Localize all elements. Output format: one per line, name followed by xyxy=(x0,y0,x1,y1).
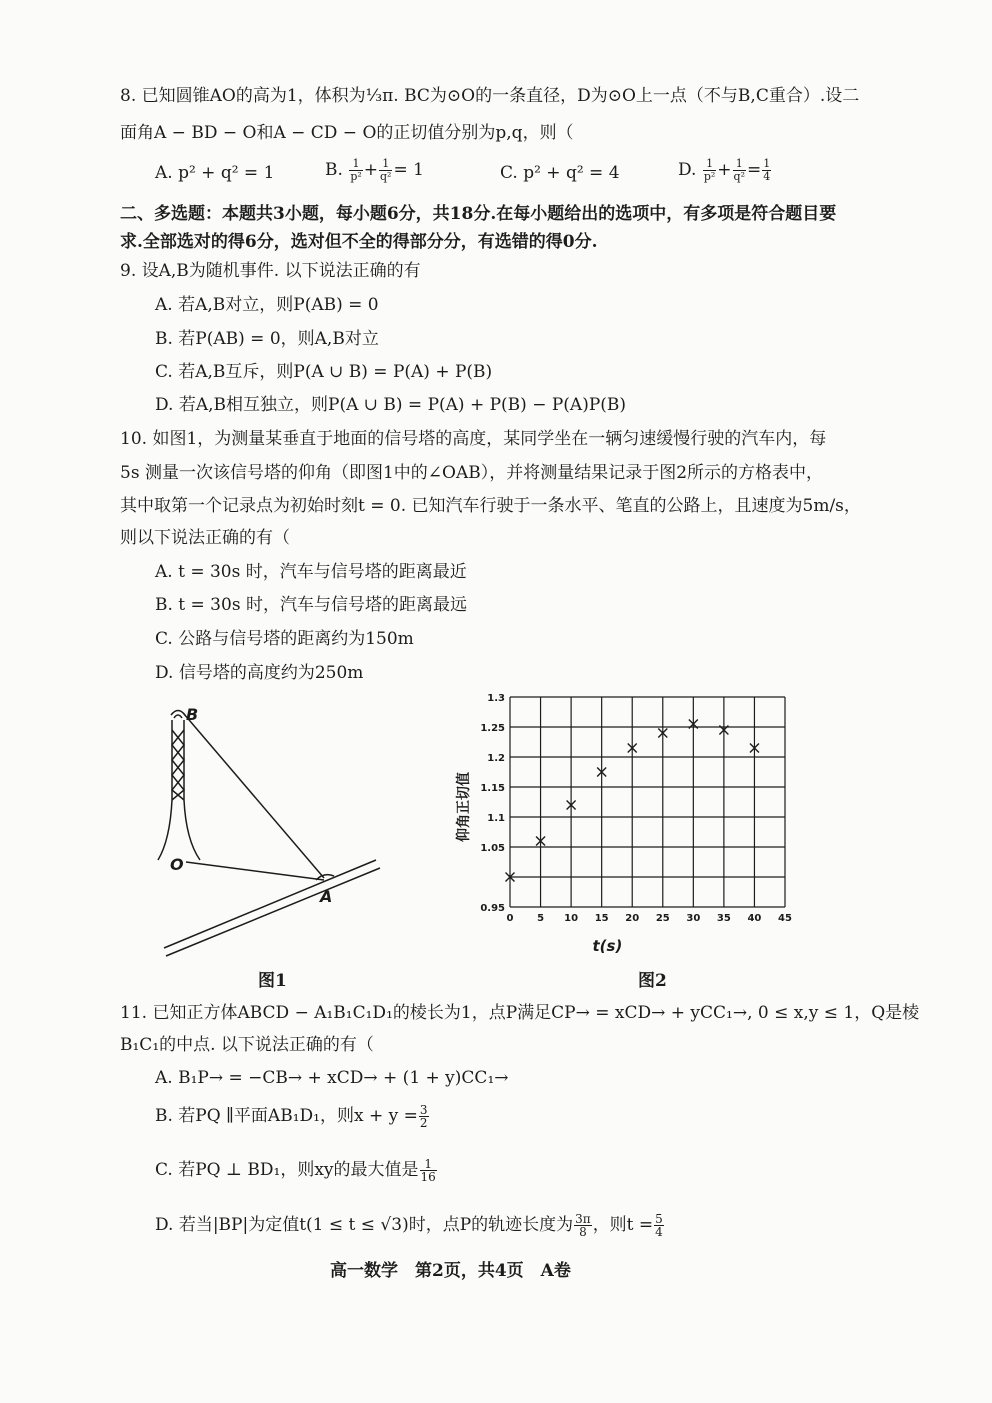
q10-line4: 则以下说法正确的有（ xyxy=(120,528,290,548)
x-axis-label: t(s) xyxy=(592,937,623,955)
road-edge-2 xyxy=(166,868,380,956)
x-tick-label: 35 xyxy=(716,913,731,924)
tower-lattice xyxy=(172,730,184,800)
y-tick-label: 0.95 xyxy=(480,903,505,914)
label-a: A xyxy=(320,887,333,906)
ray-o-a xyxy=(186,862,324,880)
y-tick-label: 1.25 xyxy=(480,723,505,734)
q9-stem: 9. 设A,B为随机事件. 以下说法正确的有 xyxy=(120,261,421,281)
label-o: O xyxy=(170,855,184,874)
y-tick-label: 1.15 xyxy=(480,783,505,794)
q10-line1: 10. 如图1，为测量某垂直于地面的信号塔的高度，某同学坐在一辆匀速缓慢行驶的汽车内，每 xyxy=(120,429,827,449)
q8-option-d: D. $\frac{1}{\text{p²}}$ + $\frac{1}{\text{q²}}$ = $\frac{1}{4}$ xyxy=(678,157,771,183)
x-tick-label: 25 xyxy=(655,913,670,924)
tower-antenna xyxy=(171,711,185,719)
q10-line2: 5s 测量一次该信号塔的仰角（即图1中的∠OAB），并将测量结果记录于图2所示的方格表中， xyxy=(120,463,824,483)
q11-line2: B₁C₁的中点. 以下说法正确的有（ xyxy=(120,1035,374,1055)
q10-option-c: C. 公路与信号塔的距离约为150m xyxy=(155,629,414,649)
x-tick-label: 45 xyxy=(778,913,792,924)
q9-option-c: C. 若A,B互斥，则P(A ∪ B) = P(A) + P(B) xyxy=(155,362,493,382)
x-tick-label: 20 xyxy=(625,913,640,924)
q10-line3: 其中取第一个记录点为初始时刻t = 0. 已知汽车行驶于一条水平、笔直的公路上，且速度为5m/s， xyxy=(120,496,861,516)
figure-2-chart xyxy=(440,685,810,960)
section2-line2: 求.全部选对的得6分，选对但不全的得部分分，有选错的得0分. xyxy=(120,232,598,252)
figure-2-caption: 图2 xyxy=(638,971,667,991)
page-footer: 高一数学 第2页，共4页 A卷 xyxy=(330,1261,571,1281)
q8-line2: 面角A − BD − O和A − CD − O的正切值分别为p,q，则（ xyxy=(120,123,574,143)
figure-1-caption: 图1 xyxy=(258,971,287,991)
q11-option-b: B. 若PQ ∥平面AB₁D₁，则x + y = $\frac{3}{2}$ xyxy=(155,1103,428,1130)
q9-option-b: B. 若P(AB) = 0，则A,B对立 xyxy=(155,329,379,349)
q10-option-b: B. t = 30s 时，汽车与信号塔的距离最远 xyxy=(155,595,467,615)
x-tick-label: 10 xyxy=(564,913,579,924)
q11-option-c: C. 若PQ ⊥ BD₁，则xy的最大值是 $\frac{1}{16}$ xyxy=(155,1157,436,1184)
section2-line1: 二、多选题：本题共3小题，每小题6分，共18分.在每小题给出的选项中，有多项是符合题目要 xyxy=(120,204,837,224)
y-tick-label: 1.05 xyxy=(480,843,505,854)
q8-option-b: B. $\frac{1}{\text{p²}}$ + $\frac{1}{\text{q²}}$ = 1 xyxy=(325,157,424,183)
q11-option-d: D. 若当|BP|为定值t(1 ≤ t ≤ √3)时，点P的轨迹长度为 $\frac{3\pi}{8}$ ，则t = $\frac{5}{4}$ xyxy=(155,1212,663,1239)
q8-option-a: A. p² + q² = 1 xyxy=(155,163,275,183)
x-tick-label: 0 xyxy=(506,913,514,924)
ray-bb-a xyxy=(184,714,324,878)
q11-line1: 11. 已知正方体ABCD − A₁B₁C₁D₁的棱长为1，点P满足CP→ = xCD→ + yCC₁→, 0 ≤ x,y ≤ 1，Q是棱 xyxy=(120,1003,920,1023)
y-axis-label: 仰角正切值 xyxy=(456,772,472,842)
tower-left-leg xyxy=(158,720,172,860)
x-tick-label: 5 xyxy=(537,913,545,924)
q8-option-c: C. p² + q² = 4 xyxy=(500,163,620,183)
x-tick-label: 15 xyxy=(594,913,609,924)
q11-option-a: A. B₁P→ = −CB→ + xCD→ + (1 + y)CC₁→ xyxy=(155,1068,509,1088)
y-tick-label: 1.3 xyxy=(487,693,505,704)
figure-1-diagram xyxy=(150,700,390,960)
label-b: B xyxy=(186,705,199,724)
q9-option-d: D. 若A,B相互独立，则P(A ∪ B) = P(A) + P(B) − P(A)P(B) xyxy=(155,395,627,415)
x-tick-label: 40 xyxy=(747,913,762,924)
q8-line1: 8. 已知圆锥AO的高为1，体积为⅓π. BC为⊙O的一条直径，D为⊙O上一点（不与B,C重合）.设二 xyxy=(120,86,860,106)
y-tick-label: 1.1 xyxy=(487,813,505,824)
y-tick-label: 1.2 xyxy=(487,753,505,764)
q10-option-d: D. 信号塔的高度约为250m xyxy=(155,663,364,683)
q9-option-a: A. 若A,B对立，则P(AB) = 0 xyxy=(155,295,379,315)
x-tick-label: 30 xyxy=(686,913,701,924)
q10-option-a: A. t = 30s 时，汽车与信号塔的距离最近 xyxy=(155,562,467,582)
tower-right-leg xyxy=(184,720,200,860)
